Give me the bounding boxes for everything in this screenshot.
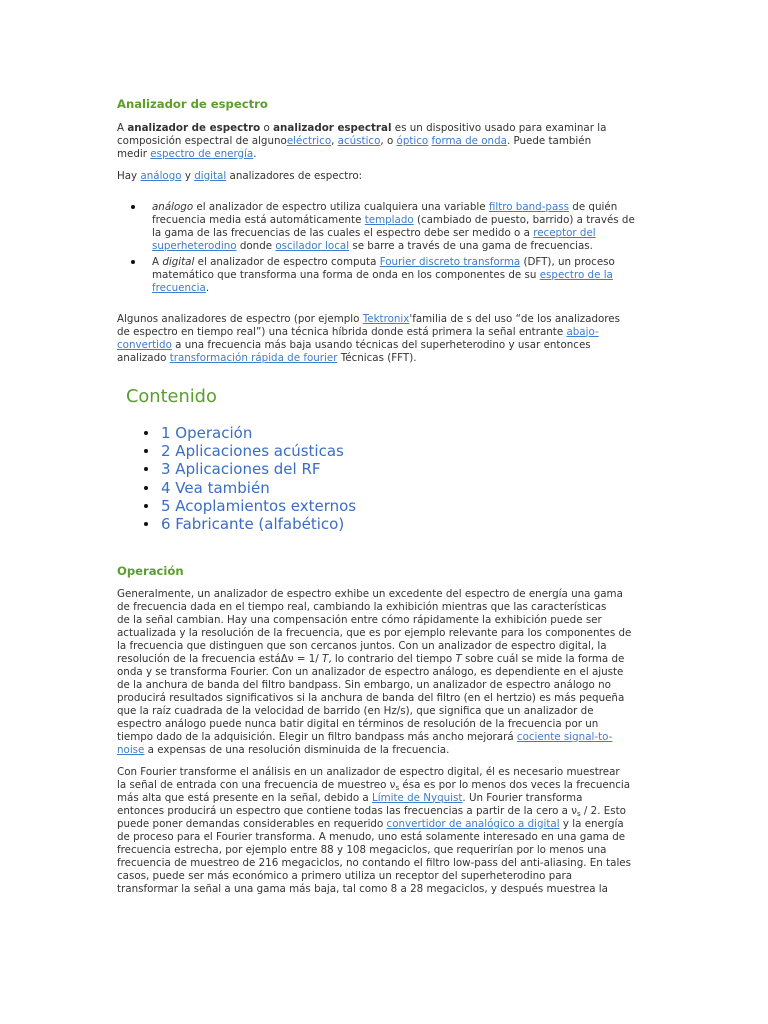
text-line: Algunos analizadores de espectro (por ejemplo Tektronix'familia de s del uso “de los analizadores [117,312,621,325]
bullet-icon [144,504,148,508]
text-line: noise a expensas de una resolución disminuida de la frecuencia. [117,743,450,756]
text-line: análogo el analizador de espectro utiliza cualquiera una variable filtro band-pass de quién [152,200,618,213]
text-line: composición espectral de algunoeléctrico, acústico, o óptico forma de onda. Puede también [117,134,592,147]
bullet-item-text [152,201,635,253]
italic-term: digital [162,255,195,268]
inline-link[interactable]: espectro de la [539,268,613,281]
bullet-icon [144,522,148,526]
section-heading-operacion: Operación [117,564,184,578]
text-line: espectro análogo puede nunca batir digital en términos de resolución de la frecuencia por un [117,717,599,730]
text-line: analizado transformación rápida de fourier Técnicas (FFT). [117,351,417,364]
bold-term: analizador espectral [273,121,392,134]
toc-heading: Contenido [126,386,217,407]
text-line: frecuencia media está automáticamente templado (cambiado de puesto, barrido) a través de [152,213,635,226]
bullet-icon [131,205,135,209]
toc-item-operacion [117,424,356,442]
toc-item-acoplamientos-externos [117,497,356,515]
inline-link[interactable]: noise [117,743,145,756]
inline-link[interactable]: espectro de energía [150,147,254,160]
text-line: tiempo dado de la adquisición. Elegir un filtro bandpass más ancho mejorará cociente signal-to- [117,730,613,743]
italic-term: T [322,652,329,665]
inline-link[interactable]: abajo- [566,325,599,338]
inline-link[interactable]: transformación rápida de fourier [169,351,338,364]
text-line: resolución de la frecuencia estáΔν = 1/ T, lo contrario del tiempo T sobre cuál se mide la forma de [117,652,625,665]
text-line: convertido a una frecuencia más baja usando técnicas del superheterodino y usar entonces [117,338,591,351]
bullet-item-digital [117,256,615,295]
inline-link[interactable]: análogo [140,169,182,182]
inline-link[interactable]: oscilador local [275,239,350,252]
inline-link[interactable]: Límite de Nyquist [372,791,463,804]
text-line: frecuencia de muestreo de 216 megaciclos, no contando el filtro low-pass del anti-aliasing. En tales [117,856,631,869]
subscript: s [576,809,581,818]
text-line: actualizada y la resolución de la frecuencia, que es por ejemplo relevante para los componentes de [117,626,632,639]
text-line: medir espectro de energía. [117,147,257,160]
bold-term: analizador de espectro [127,121,261,134]
bullet-icon [144,486,148,490]
text-line: la señal de entrada con una frecuencia de muestreo $\nu_s$ ésa es por lo menos dos veces la frecuencia [117,778,631,792]
article-title: Analizador de espectro [117,97,268,111]
inline-link[interactable]: Fourier discreto transforma [379,255,521,268]
text-line: puede poner demandas considerables en requerido convertidor de analógico a digital y la energía [117,817,624,830]
text-line: que la raíz cuadrada de la velocidad de barrido (en Hz/s), que significa que un analizador de [117,704,594,717]
types-intro-paragraph [117,170,362,183]
toc-link[interactable]: 5 Acoplamientos externos [161,496,357,515]
inline-link[interactable]: digital [194,169,227,182]
toc-link[interactable]: 6 Fabricante (alfabético) [161,514,345,533]
text-line: la gama de las frecuencias de las cuales el espectro debe ser medido o a receptor del [152,226,596,239]
inline-link[interactable]: forma de onda [431,134,507,147]
inline-link[interactable]: receptor del [533,226,596,239]
inline-link[interactable]: filtro band-pass [488,200,570,213]
text-line: Generalmente, un analizador de espectro exhibe un excedente del espectro de energía una gama [117,587,623,600]
text-line: de la señal cambian. Hay una compensación entre cómo rápidamente la exhibición puede ser [117,613,602,626]
bullet-icon [144,431,148,435]
text-line: más alta que está presente en la señal, debido a Límite de Nyquist. Un Fourier transforma [117,791,583,804]
toc-link[interactable]: 2 Aplicaciones acústicas [161,442,344,461]
italic-term: análogo [152,200,194,213]
operation-paragraph-1 [117,588,631,757]
italic-term: T [455,652,462,665]
text-line: entonces producirá un espectro que contiene todas las frecuencias a partir de la cero a $\nu_s / 2$. Esto [117,804,626,818]
inline-link[interactable]: frecuencia [152,281,206,294]
text-line: la frecuencia que distinguen que son cercanos juntos. Con un analizador de espectro digital, la [117,639,607,652]
inline-link[interactable]: convertidor de analógico a digital [386,817,560,830]
toc-link[interactable]: 4 Vea también [161,478,270,497]
toc-link[interactable]: 3 Aplicaciones del RF [161,460,321,479]
text-line: de espectro en tiempo real”) una técnica híbrida donde está primera la señal entrante abajo- [117,325,599,338]
inline-link[interactable]: eléctrico [286,134,332,147]
text-line: matemático que transforma una forma de onda en los componentes de su espectro de la [152,268,613,281]
bullet-icon [131,260,135,264]
text-line: onda y se transforma Fourier. Con un analizador de espectro análogo, es dependiente en el ajuste [117,665,624,678]
text-line: superheterodino donde oscilador local se barre a través de una gama de frecuencias. [152,239,593,252]
bullet-icon [144,467,148,471]
table-of-contents [117,424,356,533]
text-line: A analizador de espectro o analizador espectral es un dispositivo usado para examinar la [117,121,607,134]
inline-link[interactable]: superheterodino [152,239,237,252]
text-line: Hay análogo y digital analizadores de espectro: [117,169,363,182]
bullet-icon [144,449,148,453]
inline-link[interactable]: templado [364,213,414,226]
hybrid-paragraph [117,313,620,365]
intro-paragraph [117,122,606,161]
toc-link[interactable]: 1 Operación [161,424,253,442]
operation-paragraph-2 [117,766,631,896]
toc-item-vea-tambien [117,479,356,497]
text-line: de frecuencia dada en el tiempo real, cambiando la exhibición mientras que las características [117,600,607,613]
inline-link[interactable]: óptico [396,134,429,147]
text-line: producirá resultados significativos si la anchura de banda del filtro (en el hertzio) es más pequeña [117,691,625,704]
subscript: s [395,783,400,792]
inline-link[interactable]: Tektronix [362,312,410,325]
text-line: Con Fourier transforme el análisis en un analizador de espectro digital, él es necesario muestrear [117,765,620,778]
text-line: de la anchura de banda del filtro bandpass. Sin embargo, un analizador de espectro análogo no [117,678,611,691]
toc-item-aplicaciones-rf [117,460,356,478]
inline-link[interactable]: cociente signal-to- [516,730,613,743]
bullet-item-text [152,256,615,295]
toc-item-fabricante [117,515,356,533]
text-line: A digital el analizador de espectro computa Fourier discreto transforma (DFT), un proceso [152,255,615,268]
inline-link[interactable]: convertido [117,338,172,351]
text-line: de proceso para el Fourier transforma. A menudo, uno está solamente interesado en una gama de [117,830,626,843]
toc-item-aplicaciones-acusticas [117,442,356,460]
text-line: frecuencia. [152,281,210,294]
text-line: transformar la señal a una gama más baja, tal como 8 a 28 megaciclos, y después muestrea la [117,882,608,895]
inline-link[interactable]: acústico [337,134,381,147]
text-line: frecuencia estrecha, por ejemplo entre 88 y 108 megaciclos, que requerirían por lo menos una [117,843,607,856]
bullet-item-analog [117,201,635,253]
text-line: casos, puede ser más económico a primero utiliza un receptor del superheterodino para [117,869,573,882]
